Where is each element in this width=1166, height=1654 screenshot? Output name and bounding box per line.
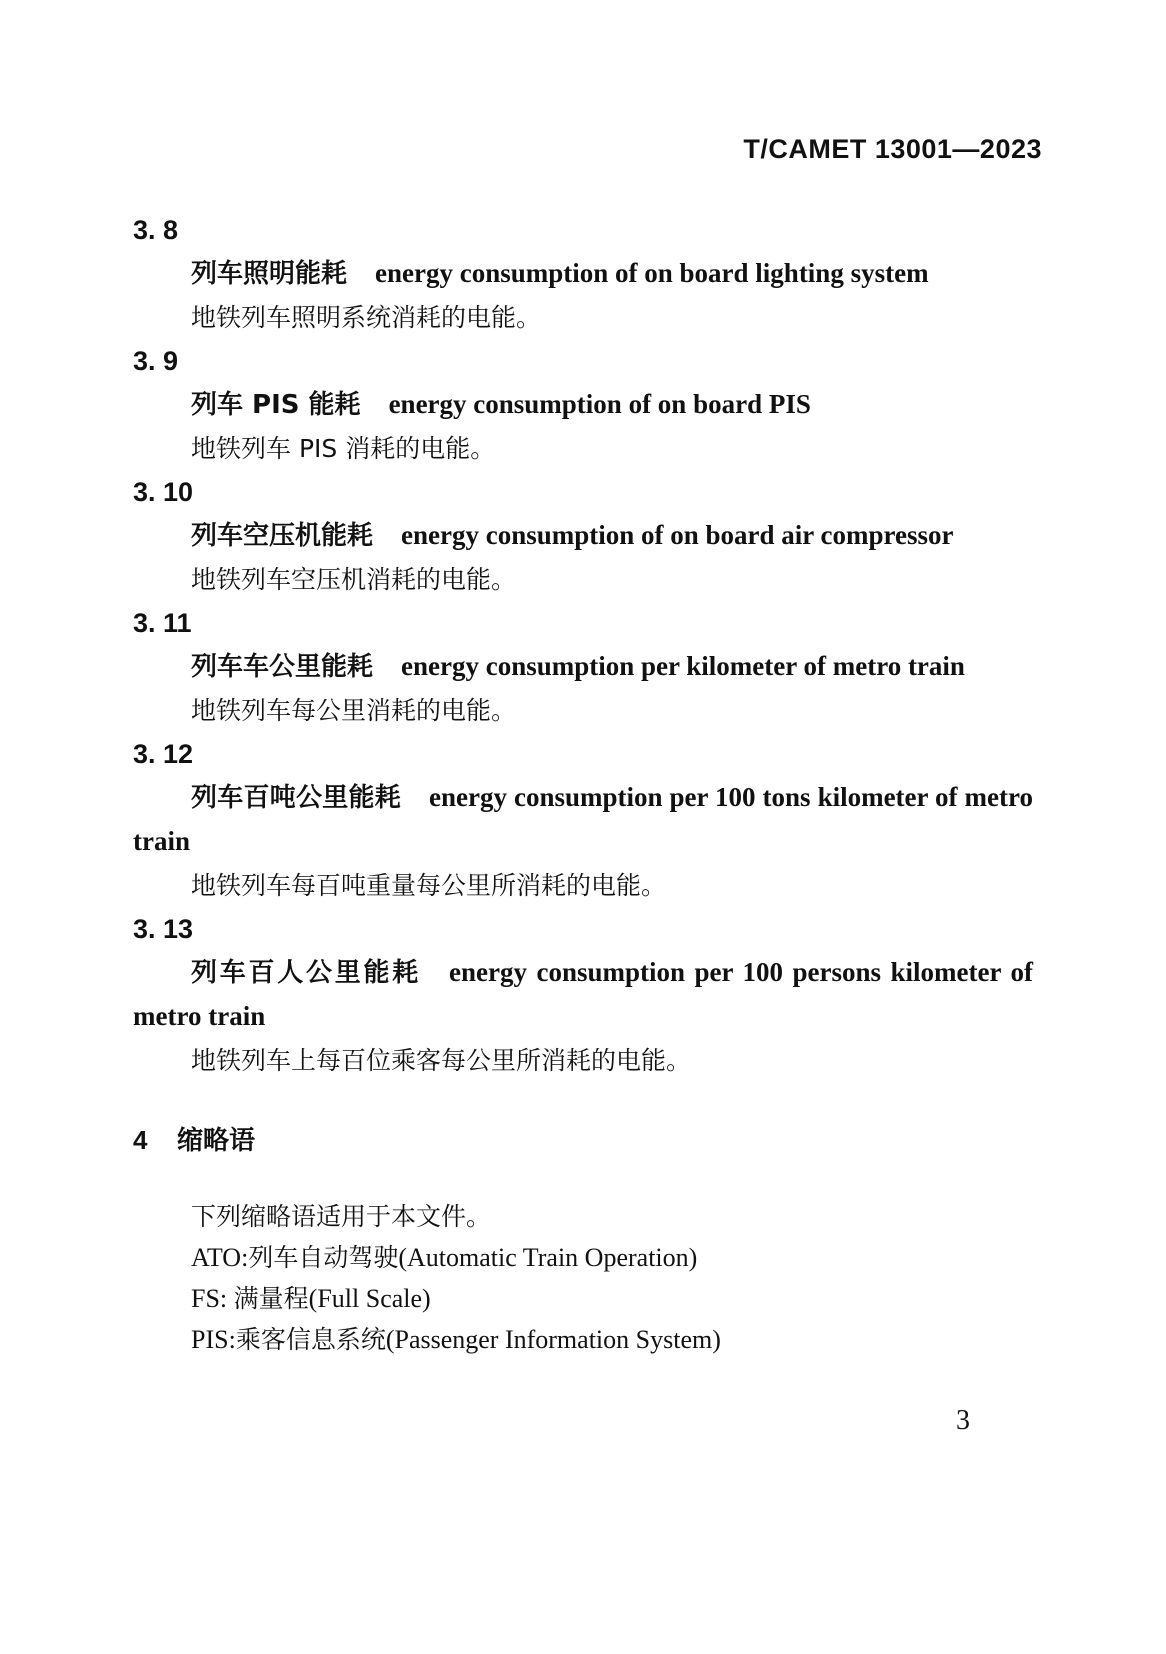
term-definition: 地铁列车空压机消耗的电能。 xyxy=(191,565,517,594)
term-number: 3. 9 xyxy=(133,346,179,376)
abbreviation-key: FS xyxy=(191,1284,220,1313)
section-number: 4 xyxy=(133,1125,148,1155)
term-title-cn: 列车百吨公里能耗 xyxy=(191,783,402,813)
abbreviation-cn: 乘客信息系统 xyxy=(235,1325,386,1354)
term-definition: 地铁列车每公里消耗的电能。 xyxy=(191,696,517,725)
abbreviation-en: (Passenger Information System) xyxy=(385,1325,721,1354)
term-title-en: energy consumption per 100 persons kilometer of metro train xyxy=(133,957,1033,1031)
term-title-cn: 列车空压机能耗 xyxy=(191,521,374,551)
abbreviation-en: (Automatic Train Operation) xyxy=(398,1243,698,1272)
abbreviation-en: (Full Scale) xyxy=(308,1284,431,1313)
term-title-cn: 列车百人公里能耗 xyxy=(191,958,422,988)
term-title-cn: 列车照明能耗 xyxy=(191,259,348,289)
term-title-en: energy consumption of on board air compressor xyxy=(401,520,954,550)
section-heading xyxy=(133,1118,1033,1162)
term-title xyxy=(133,383,1033,427)
term-number: 3. 10 xyxy=(133,477,194,507)
term-title-en: energy consumption of on board lighting system xyxy=(375,258,929,288)
term-title xyxy=(133,776,1033,864)
term-3-8 xyxy=(133,208,1033,339)
page-number: 3 xyxy=(956,1405,970,1436)
abbreviation-item xyxy=(191,1319,1033,1360)
term-definition: 地铁列车上每百位乘客每公里所消耗的电能。 xyxy=(191,1046,692,1075)
abbreviation-item xyxy=(191,1237,1033,1278)
term-title-en: energy consumption per 100 tons kilometer of metro train xyxy=(133,782,1033,856)
term-title xyxy=(133,252,1033,296)
term-definition: 地铁列车 PIS 消耗的电能。 xyxy=(191,434,496,463)
term-number: 3. 12 xyxy=(133,739,194,769)
term-3-12 xyxy=(133,732,1033,907)
abbreviation-key: PIS xyxy=(191,1325,229,1354)
term-number: 3. 13 xyxy=(133,914,194,944)
abbreviation-list xyxy=(133,1196,1033,1360)
abbreviation-separator: : xyxy=(241,1243,249,1272)
term-definition: 地铁列车照明系统消耗的电能。 xyxy=(191,303,542,332)
page-content xyxy=(133,208,1033,1360)
abbreviation-separator: : xyxy=(228,1325,236,1354)
term-title-en: energy consumption per kilometer of metro train xyxy=(401,651,965,681)
section-title: 缩略语 xyxy=(177,1126,256,1156)
term-3-11 xyxy=(133,601,1033,732)
abbreviation-intro: 下列缩略语适用于本文件。 xyxy=(191,1202,492,1231)
term-3-10 xyxy=(133,470,1033,601)
term-title-en: energy consumption of on board PIS xyxy=(388,389,811,419)
abbreviation-cn: 满量程 xyxy=(233,1284,309,1313)
term-3-13 xyxy=(133,907,1033,1082)
term-3-9 xyxy=(133,339,1033,470)
abbreviation-key: ATO xyxy=(191,1243,242,1272)
document-id: T/CAMET 13001—2023 xyxy=(743,134,1042,164)
term-title xyxy=(133,514,1033,558)
term-number: 3. 11 xyxy=(133,608,192,638)
term-title-cn: 列车 PIS 能耗 xyxy=(191,390,361,420)
term-title-cn: 列车车公里能耗 xyxy=(191,652,374,682)
abbreviation-cn: 列车自动驾驶 xyxy=(248,1243,399,1272)
term-number: 3. 8 xyxy=(133,215,179,245)
term-definition: 地铁列车每百吨重量每公里所消耗的电能。 xyxy=(191,871,667,900)
term-title xyxy=(133,645,1033,689)
abbreviation-separator: : xyxy=(219,1284,234,1313)
term-title xyxy=(133,951,1033,1039)
abbreviation-item xyxy=(191,1278,1033,1319)
